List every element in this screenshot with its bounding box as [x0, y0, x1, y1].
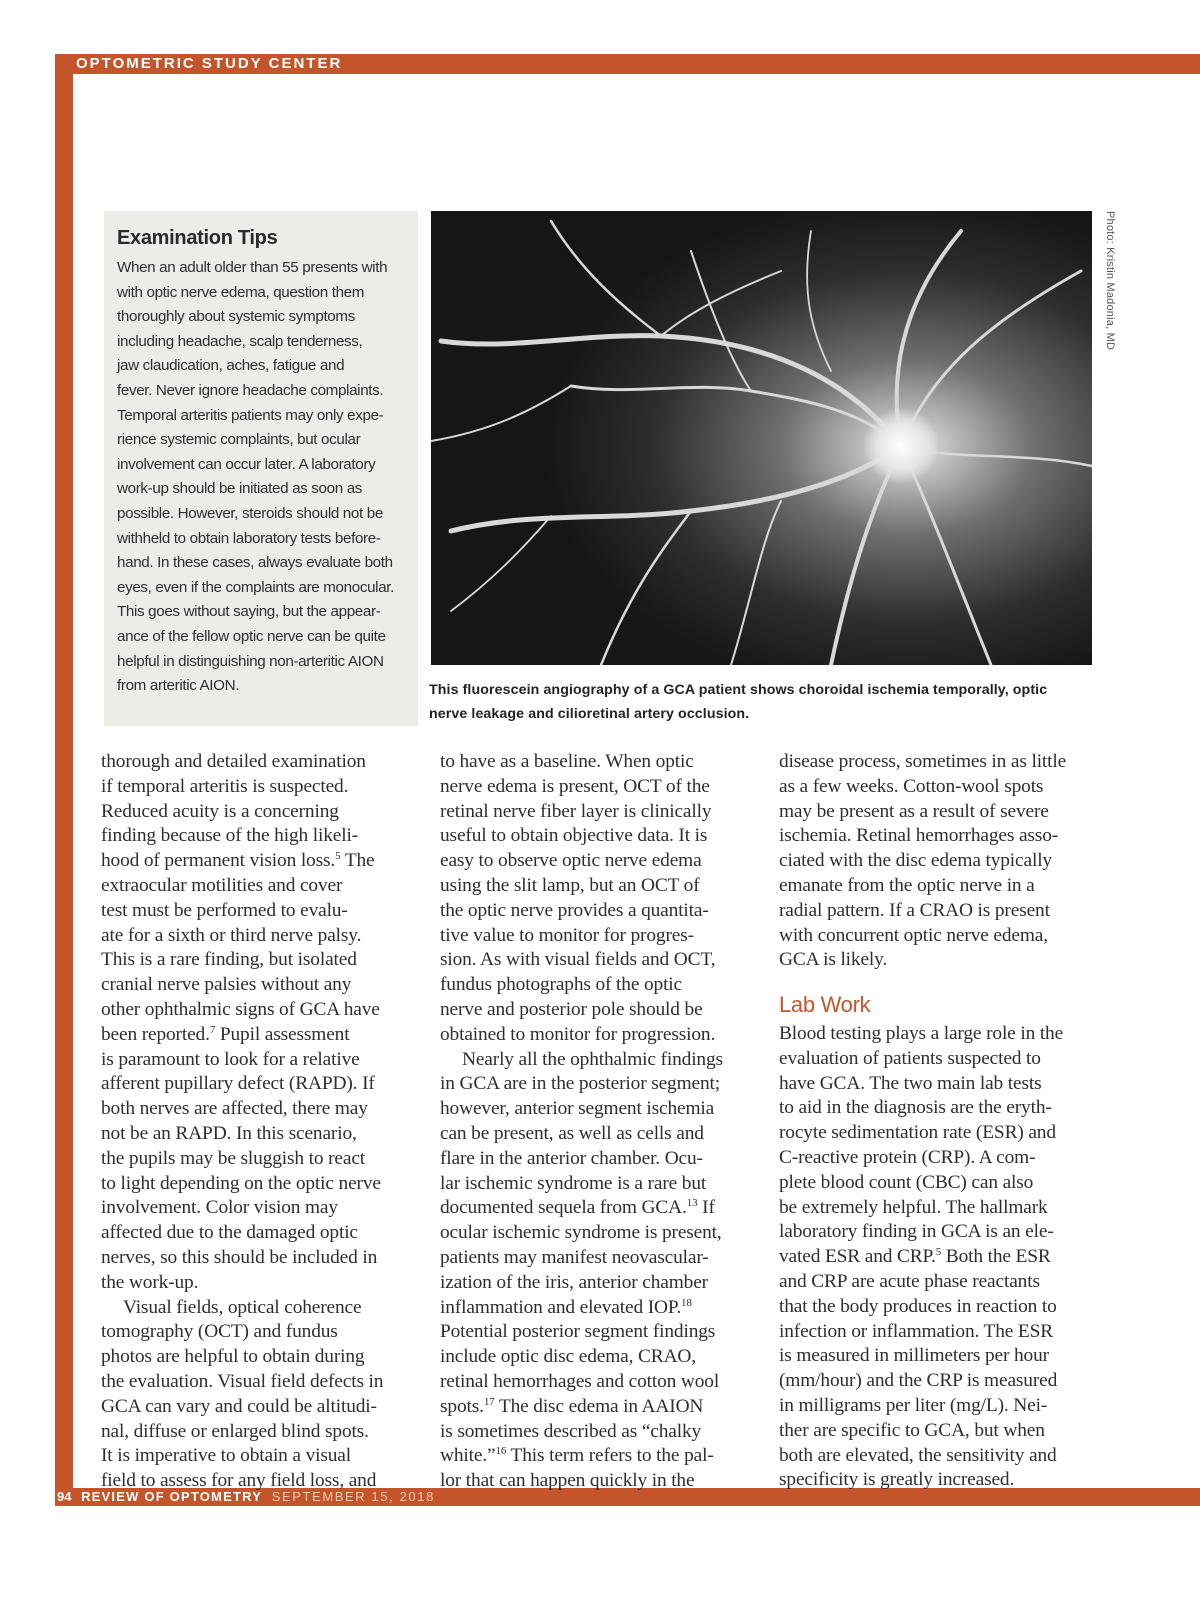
fundus-image: [431, 211, 1092, 665]
text-line: from arteritic AION.: [117, 677, 240, 695]
text-run: The extraocular motilities and cover test must be performed to evalu- ate for a sixth or third nerve palsy. This is a rare finding, but isolated cranial nerve palsies without any other ophthalmic signs of GCA have been reported.: [101, 850, 380, 1045]
paragraph: [779, 750, 1099, 973]
body-column-1: [101, 750, 421, 1494]
reference-superscript: 5: [335, 850, 341, 863]
fluorescein-angiography-photo: [431, 211, 1092, 665]
text-line: This fluorescein angiography of a GCA patient shows choroidal ischemia temporally, optic: [429, 682, 1048, 698]
text-line: nerve leakage and cilioretinal artery occlusion.: [429, 706, 750, 722]
text-line: possible. However, steroids should not be: [117, 504, 383, 522]
reference-superscript: 13: [686, 1197, 698, 1210]
text-run: If ocular ischemic syndrome is present, patients may manifest neovascular- ization of the iris, anterior chamber inflammation and elevated IOP.: [440, 1197, 722, 1318]
text-run: Visual fields, optical coherence tomography (OCT) and fundus photos are helpful to obtain during the evaluation. Visual field defects in GCA can vary and could be altitudi- nal, diffuse or enlarged blind spots. It is imperative to obtain a visual field to assess for any field loss, and: [101, 1296, 384, 1492]
page-number: 94: [57, 1489, 72, 1504]
tips-title: Examination Tips: [117, 227, 278, 249]
text-line: ance of the fellow optic nerve can be quite: [117, 627, 386, 645]
text-line: Temporal arteritis patients may only expe-: [117, 406, 384, 424]
reference-superscript: 7: [209, 1023, 216, 1036]
text-line: rience systemic complaints, but ocular: [117, 431, 361, 449]
text-run: Both the ESR and CRP are acute phase reactants that the body produces in reaction to infection or inflammation. The ESR is measured in millimeters per hour (mm/hour) and the CRP is measured in milligrams per liter (mg/L). Nei- ther are specific to GCA, but when both are elevated, the sensitivity and specificity is greatly increased.: [779, 1246, 1058, 1491]
paragraph: [101, 750, 421, 1296]
text-line: thoroughly about systemic symptoms: [117, 308, 355, 326]
reference-superscript: 5: [935, 1246, 942, 1259]
text-run: This term refers to the pal- lor that can happen quickly in the: [440, 1445, 714, 1492]
text-line: fever. Never ignore headache complaints.: [117, 381, 384, 399]
left-frame-bar: [55, 54, 73, 1506]
text-line: When an adult older than 55 presents with: [117, 259, 388, 276]
text-line: hand. In these cases, always evaluate both: [117, 554, 393, 572]
text-run: Nearly all the ophthalmic findings in GCA are in the posterior segment; however, anterior segment ischemia can be present, as well as cells and flare in the anterior chamber. Ocu- lar ischemic syndrome is a rare but documented sequela from GCA.: [440, 1048, 723, 1219]
text-run: to have as a baseline. When optic nerve edema is present, OCT of the retinal nerve fiber layer is clinically useful to obtain objective data. It is easy to observe optic nerve edema using the slit lamp, but an OCT of the optic nerve provides a quantita- tive value to monitor for progres- sion. As with visual fields and OCT, fundus photographs of the optic nerve and posterior pole should be obtained to monitor for progression.: [440, 751, 716, 1045]
text-line: including headache, scalp tenderness,: [117, 332, 363, 350]
examination-tips-box: [104, 211, 418, 726]
reference-superscript: 16: [495, 1445, 507, 1458]
reference-superscript: 18: [681, 1296, 692, 1309]
figure-caption: [429, 678, 1109, 726]
text-line: eyes, even if the complaints are monocular.: [117, 578, 395, 596]
reference-superscript: 17: [483, 1395, 495, 1408]
text-run: Potential posterior segment findings include optic disc edema, CRAO, retinal hemorrhages and cotton wool spots.: [440, 1321, 720, 1417]
text-line: jaw claudication, aches, fatigue and: [117, 357, 345, 375]
paragraph: [779, 1022, 1099, 1493]
text-line: work-up should be initiated as soon as: [117, 480, 363, 498]
text-line: with optic nerve edema, question them: [117, 283, 365, 301]
text-line: This goes without saying, but the appear-: [117, 603, 381, 621]
publication-name: REVIEW OF OPTOMETRY: [81, 1489, 263, 1504]
text-line: withheld to obtain laboratory tests before-: [117, 529, 381, 547]
text-line: involvement can occur later. A laboratory: [117, 455, 376, 473]
text-run: Blood testing plays a large role in the evaluation of patients suspected to have GCA. The two main lab tests to aid in the diagnosis are the eryth- rocyte sedimentation rate (ESR) and C-reactive protein (CRP). A com- plete blood count (CBC) can also be extremely helpful. The hallmark laboratory finding in GCA is an ele- vated ESR and CRP.: [779, 1022, 1064, 1268]
body-column-2: [440, 750, 760, 1494]
photo-credit: Photo: Kristin Madonia, MD: [1104, 211, 1116, 351]
issue-date: SEPTEMBER 15, 2018: [271, 1489, 435, 1504]
paragraph: [101, 1296, 421, 1494]
footer: [57, 1488, 435, 1506]
text-run: Pupil assessment is paramount to look for a relative afferent pupillary defect (RAPD). If both nerves are affected, there may not be an RAPD. In this scenario, the pupils may be sluggish to react to light depending on the optic nerve involvement. Color vision may affected due to the damaged optic nerves, so this should be included in the work-up.: [101, 1023, 381, 1293]
subhead-lab-work: Lab Work: [779, 992, 871, 1018]
text-line: helpful in distinguishing non-arteritic AION: [117, 652, 384, 670]
paragraph: [440, 1048, 760, 1494]
paragraph: [440, 750, 760, 1048]
text-run: disease process, sometimes in as little as a few weeks. Cotton-wool spots may be present as a result of severe ischemia. Retinal hemorrhages asso- ciated with the disc edema typically emanate from the optic nerve in a radial pattern. If a CRAO is present with concurrent optic nerve edema, GCA is likely.: [779, 751, 1067, 971]
text-run: thorough and detailed examination if temporal arteritis is suspected. Reduced acuity is a concerning finding because of the high likeli- hood of permanent vision loss.: [101, 751, 366, 872]
tips-body: [117, 256, 408, 699]
section-label: OPTOMETRIC STUDY CENTER: [76, 55, 343, 72]
text-run: The disc edema in AAION is sometimes described as “chalky white.”: [440, 1395, 704, 1467]
body-column-3: [779, 750, 1099, 1493]
